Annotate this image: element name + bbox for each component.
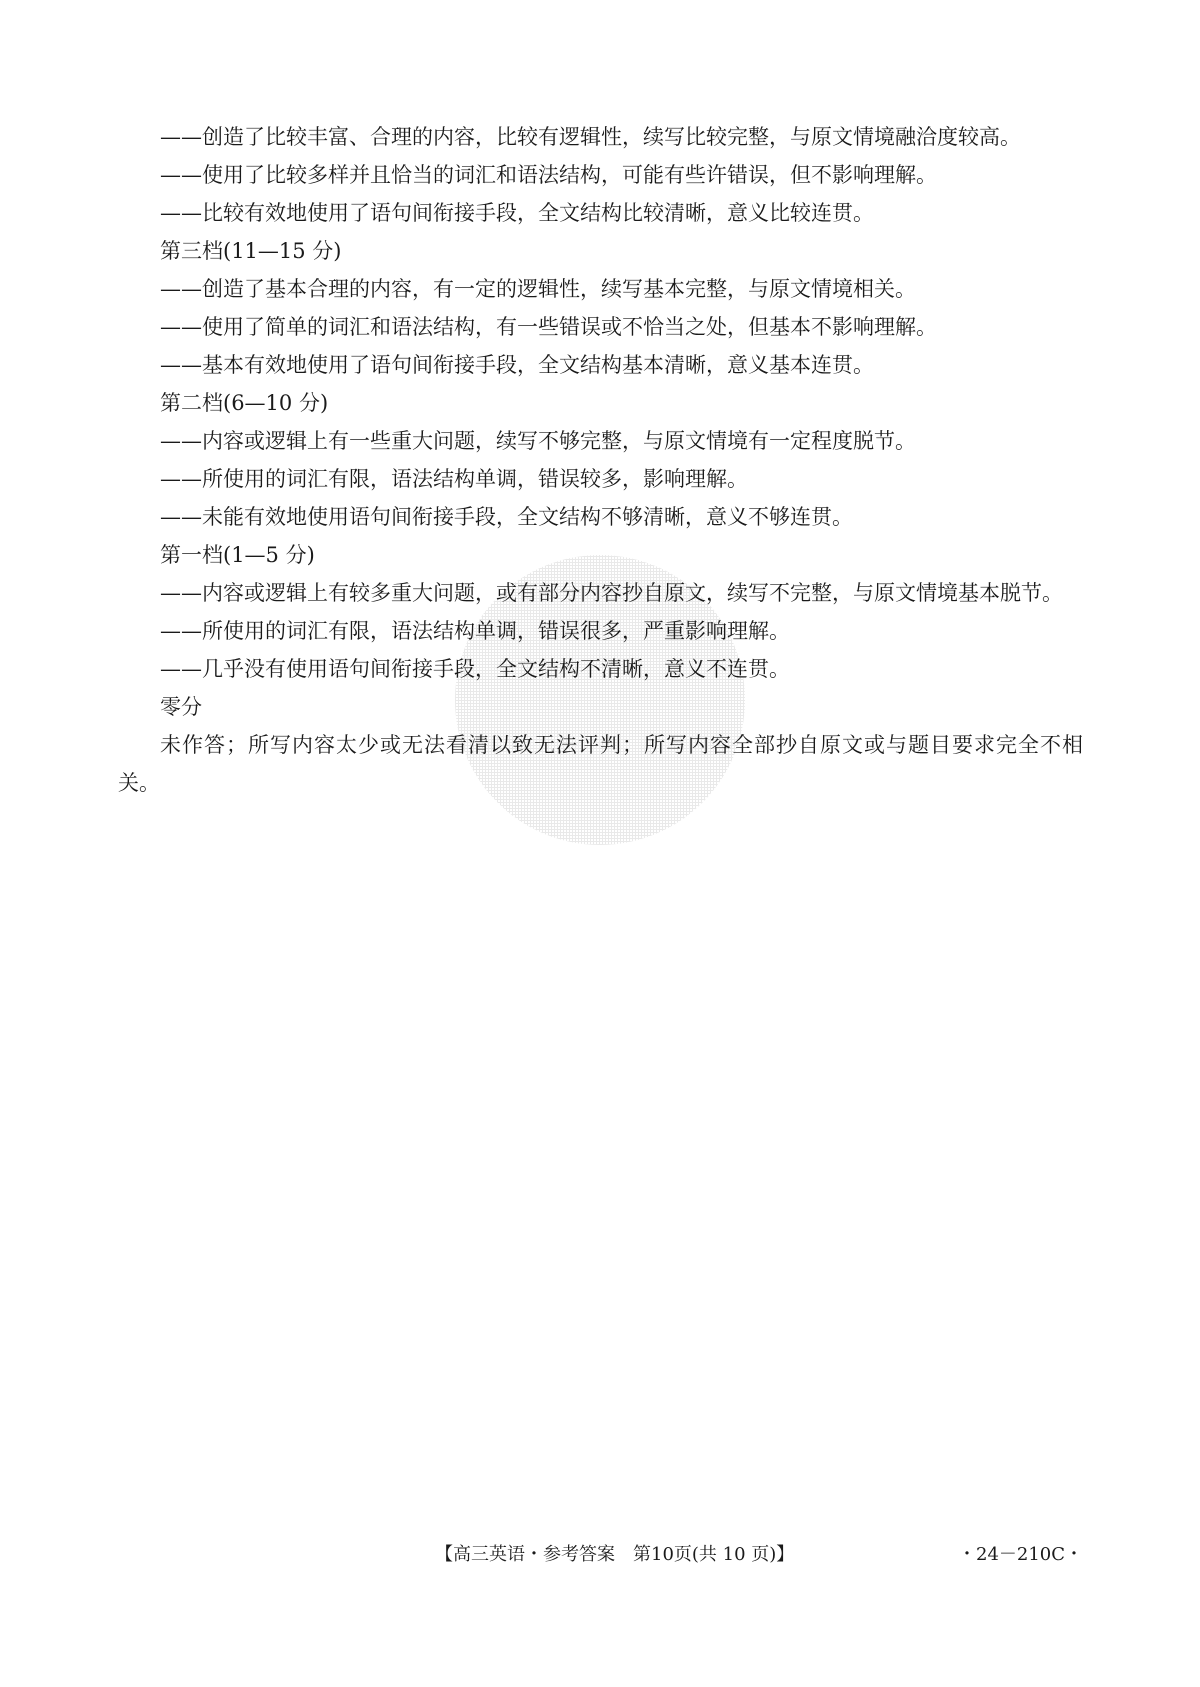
rubric-content [118, 118, 1083, 802]
rubric-line-tier3-content: ——创造了基本合理的内容，有一定的逻辑性，续写基本完整，与原文情境相关。 [160, 277, 916, 301]
rubric-line-tier3-coherence: ——基本有效地使用了语句间衔接手段，全文结构基本清晰，意义基本连贯。 [160, 353, 874, 377]
rubric-line-tier3-language: ——使用了简单的词汇和语法结构，有一些错误或不恰当之处，但基本不影响理解。 [160, 315, 937, 339]
rubric-line-tier2-language: ——所使用的词汇有限，语法结构单调，错误较多，影响理解。 [160, 467, 748, 491]
rubric-line-tier4-language: ——使用了比较多样并且恰当的词汇和语法结构，可能有些许错误，但不影响理解。 [160, 163, 937, 187]
rubric-line-tier1-content: ——内容或逻辑上有较多重大问题，或有部分内容抄自原文，续写不完整，与原文情境基本脱节。 [160, 581, 1063, 605]
rubric-line-tier2-content: ——内容或逻辑上有一些重大问题，续写不够完整，与原文情境有一定程度脱节。 [160, 429, 916, 453]
footer-title: 【高三英语・参考答案 第10页(共 10 页)】 [435, 1544, 795, 1565]
tier-heading-zero: 零分 [160, 695, 202, 719]
footer-code: ・24－210C・ [958, 1544, 1084, 1565]
rubric-line-tier1-language: ——所使用的词汇有限，语法结构单调，错误很多，严重影响理解。 [160, 619, 790, 643]
tier-heading-3: 第三档(11—15 分) [160, 239, 342, 263]
tier-heading-2: 第二档(6—10 分) [160, 391, 329, 415]
rubric-line-tier1-coherence: ——几乎没有使用语句间衔接手段，全文结构不清晰，意义不连贯。 [160, 657, 790, 681]
rubric-line-tier4-coherence: ——比较有效地使用了语句间衔接手段，全文结构比较清晰，意义比较连贯。 [160, 201, 874, 225]
page-footer [0, 1540, 1200, 1570]
rubric-line-tier4-content: ——创造了比较丰富、合理的内容，比较有逻辑性，续写比较完整，与原文情境融洽度较高。 [160, 125, 1021, 149]
rubric-line-zero-description: 未作答；所写内容太少或无法看清以致无法评判；所写内容全部抄自原文或与题目要求完全不相关。 [118, 733, 1083, 795]
tier-heading-1: 第一档(1—5 分) [160, 543, 315, 567]
rubric-line-tier2-coherence: ——未能有效地使用语句间衔接手段，全文结构不够清晰，意义不够连贯。 [160, 505, 853, 529]
